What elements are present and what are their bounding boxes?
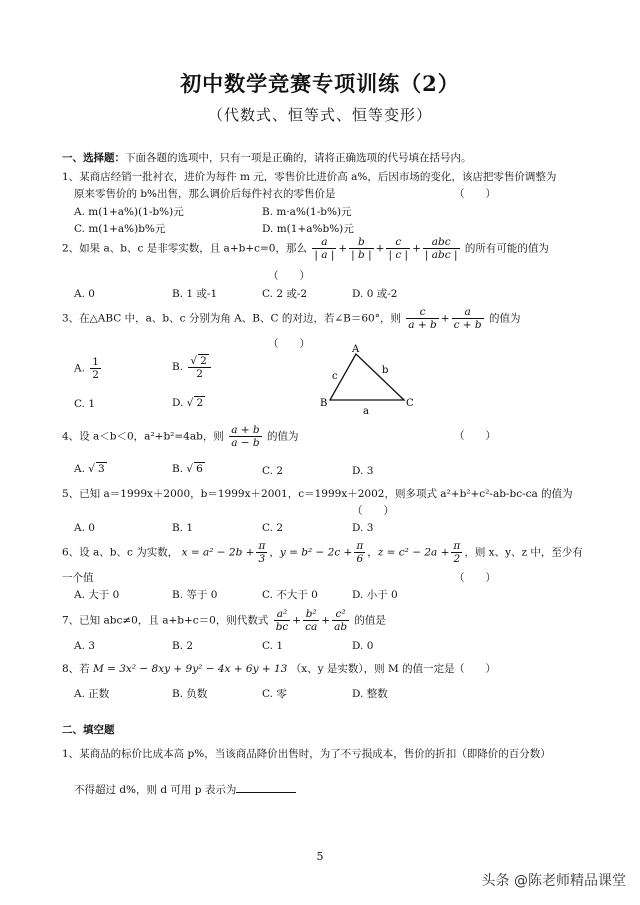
q7-option-b: B. 2 <box>172 640 194 652</box>
q6-option-c: C. 不大于 0 <box>262 589 318 601</box>
q6-option-a: A. 大于 0 <box>74 589 120 601</box>
q7-line: 7、已知 abc≠0，且 a+b+c＝0，则代数式 $\frac{\text{a²}}{bc}$ + $\frac{\text{b²}}{ca}$ + $\frac{\text{c²}}{ab}$ 的值是 <box>62 608 386 634</box>
q4-option-a: A. √ 3 <box>74 463 105 475</box>
section2-q1-line1: 1、某商品的标价比成本高 p%，当该商品降价出售时，为了不亏损成本，售价的折扣（即降价的百分数） <box>62 748 551 760</box>
q3-frac-1: $\frac{c}{a + b}$ <box>408 306 437 332</box>
q6-line1: 6、设 a、b、c 为实数， x = a² − 2b + $\frac{\pi}{3}$ ，y = b² − 2c + $\frac{\pi}{6}$ ，z = c² − 2a + $\frac{\pi}{2}$ ，则 x、y、z 中，至少有 <box>62 540 583 566</box>
q6-x-expr: x = a² − 2b + <box>181 546 255 559</box>
q1-option-b: B. m·a%(1-b%)元 <box>262 206 352 218</box>
q2-option-d: D. 0 或-2 <box>352 288 398 300</box>
q8-option-b: B. 负数 <box>172 688 208 700</box>
q1-option-a: A. m(1+a%)(1-b%)元 <box>74 206 184 218</box>
q3-frac-2: $\frac{a}{c + b}$ <box>453 306 482 332</box>
q2-option-c: C. 2 或-2 <box>262 288 308 300</box>
q8-line <box>62 663 455 677</box>
q5-answer-paren: （ ） <box>352 505 394 517</box>
q2-option-b: B. 1 或-1 <box>172 288 218 300</box>
q3-option-a-frac: $\frac{1}{2}$ <box>92 356 99 382</box>
q7-option-a: A. 3 <box>74 640 95 652</box>
q3-option-c: C. 1 <box>74 398 96 410</box>
q8-expr: M = 3x² − 8xy + 9y² − 4x + 6y + 13 <box>93 663 288 675</box>
page-title: 初中数学竞赛专项训练（2） <box>180 71 460 96</box>
q2-option-a: A. 0 <box>74 288 95 300</box>
q8-answer-paren: （ ） <box>454 663 496 675</box>
q6-suffix: ，则 x、y、z 中，至少有 <box>464 546 583 559</box>
q2-prefix: 2、如果 a、b、c 是非零实数，且 a+b+c=0，那么 <box>62 242 307 255</box>
q3-answer-paren: （ ） <box>268 338 310 350</box>
q1-line1: 1、某商店经销一批衬衣，进价为每件 m 元，零售价比进价高 a%，后因市场的变化，该店把零售价调整为 <box>62 171 557 183</box>
section1-instruction: 下面各题的选项中，只有一项是正确的，请将正确选项的代号填在括号内。 <box>125 152 472 164</box>
q3-option-d: D. √ 2 <box>172 397 204 409</box>
q6-prefix: 6、设 a、b、c 为实数， <box>62 546 179 559</box>
q6-option-d: D. 小于 0 <box>352 589 398 601</box>
q4-line <box>62 424 299 449</box>
q5-option-c: C. 2 <box>262 522 284 534</box>
q6-option-b: B. 等于 0 <box>172 589 218 601</box>
q3-option-b-frac: $\frac{√ 2}{2}$ <box>188 354 210 380</box>
q7-option-d: D. 0 <box>352 640 374 652</box>
q3-prefix: 3、在△ABC 中，a、b、c 分别为角 A、B、C 的对边，若∠B＝60°，则 <box>62 312 401 325</box>
page-subtitle: （代数式、恒等式、恒等变形） <box>207 106 432 124</box>
triangle-figure <box>318 342 418 418</box>
section2-heading: 二、填空题 <box>62 724 115 736</box>
q6-y-expr: y = b² − 2c + <box>279 546 353 559</box>
q7-suffix: 的值是 <box>354 614 386 627</box>
q6-answer-paren: （ ） <box>454 572 496 584</box>
q4-option-c: C. 2 <box>262 465 284 477</box>
q2-frac-b: $\frac{b}{| b |}$ <box>351 236 372 262</box>
q8-option-d: D. 整数 <box>352 688 388 700</box>
q1-answer-paren: （ ） <box>454 188 496 200</box>
q7-frac-b: $\frac{\text{b²}}{ca}$ <box>305 608 318 634</box>
q3-option-d-radicand: 2 <box>196 397 204 409</box>
q4-suffix: 的值为 <box>267 430 299 443</box>
page-number: 5 <box>316 850 324 863</box>
q8-option-a: A. 正数 <box>74 688 110 700</box>
q5-option-a: A. 0 <box>74 522 95 534</box>
q1-option-c: C. m(1+a%)b%元 <box>74 223 166 235</box>
q2-suffix: 的所有可能的值为 <box>464 242 549 255</box>
q7-frac-c: $\frac{\text{c²}}{ab}$ <box>334 608 348 634</box>
side-c-label: c <box>332 371 338 382</box>
q6-z-expr: z = c² − 2a + <box>377 546 450 559</box>
answer-blank[interactable] <box>236 782 296 793</box>
q4-answer-paren: （ ） <box>454 430 496 442</box>
q3-suffix: 的值为 <box>489 312 521 325</box>
q1-line2: 原来零售价的 b%出售，那么调价后每件衬衣的零售价是 <box>74 188 336 200</box>
q4-option-d: D. 3 <box>352 465 374 477</box>
vertex-b-label: B <box>320 398 328 409</box>
q5-option-d: D. 3 <box>352 522 374 534</box>
q4-option-b: B. √ 6 <box>172 463 203 475</box>
q3-option-a: A. $\frac{1}{2}$ <box>74 356 99 382</box>
q8-prefix: 8、若 <box>62 663 90 675</box>
q3-line: 3、在△ABC 中，a、b、c 分别为角 A、B、C 的对边，若∠B＝60°，则 $\frac{c}{a + b}$ + $\frac{a}{c + b}$ 的值为 <box>62 306 521 332</box>
q4-prefix: 4、设 a＜b＜0，a²+b²=4ab，则 <box>62 430 224 443</box>
q4-frac: $\frac{a + b}{a - b}$ <box>231 424 260 450</box>
triangle-abc <box>330 354 404 400</box>
q7-frac-a: $\frac{\text{a²}}{bc}$ <box>275 608 289 634</box>
q6-line2: 一个值 <box>62 572 94 584</box>
q6-y-frac: $\frac{\pi}{6}$ <box>356 540 364 566</box>
q7-option-c: C. 1 <box>262 640 284 652</box>
q8-suffix: （x、y 是实数），则 M 的值一定是 <box>290 663 455 675</box>
section2-q1-line2: 不得超过 d%，则 d 可用 p 表示为 <box>74 782 296 798</box>
side-b-label: b <box>382 365 389 376</box>
q7-prefix: 7、已知 abc≠0，且 a+b+c＝0，则代数式 <box>62 614 269 627</box>
watermark: 头条 @陈老师精品课堂 <box>481 873 626 889</box>
q5-line: 5、已知 a＝1999x＋2000，b＝1999x＋2001，c＝1999x＋2002，则多项式 a²+b²+c²-ab-bc-ca 的值为 <box>62 488 573 500</box>
q3-option-b: B. $\frac{√ 2}{2}$ <box>172 354 213 380</box>
section1-heading: 一、选择题： <box>62 152 125 164</box>
q8-option-c: C. 零 <box>262 688 287 700</box>
q2-frac-a: $\frac{a}{| a |}$ <box>314 236 335 262</box>
q6-z-frac: $\frac{\pi}{2}$ <box>453 540 461 566</box>
q2-line: 2、如果 a、b、c 是非零实数，且 a+b+c=0，那么 $\frac{a}{| a |}$ + $\frac{b}{| b |}$ + $\frac{c}{| c |}$ + $\frac{\text{abc}}{\text{| abc |}}$ 的所有可能的值为 <box>62 236 549 262</box>
q2-answer-paren: （ ） <box>268 270 310 282</box>
q5-option-b: B. 1 <box>172 522 194 534</box>
q6-x-frac: $\frac{\pi}{3}$ <box>258 540 266 566</box>
vertex-a-label: A <box>352 344 360 355</box>
vertex-c-label: C <box>406 398 414 409</box>
section1-heading-line <box>62 152 472 166</box>
side-a-label: a <box>363 406 369 417</box>
q2-frac-c: $\frac{c}{| c |}$ <box>388 236 409 262</box>
q1-option-d: D. m(1+a%b%)元 <box>262 223 354 235</box>
q2-frac-abc: $\frac{\text{abc}}{\text{| abc |}}$ <box>424 236 458 262</box>
